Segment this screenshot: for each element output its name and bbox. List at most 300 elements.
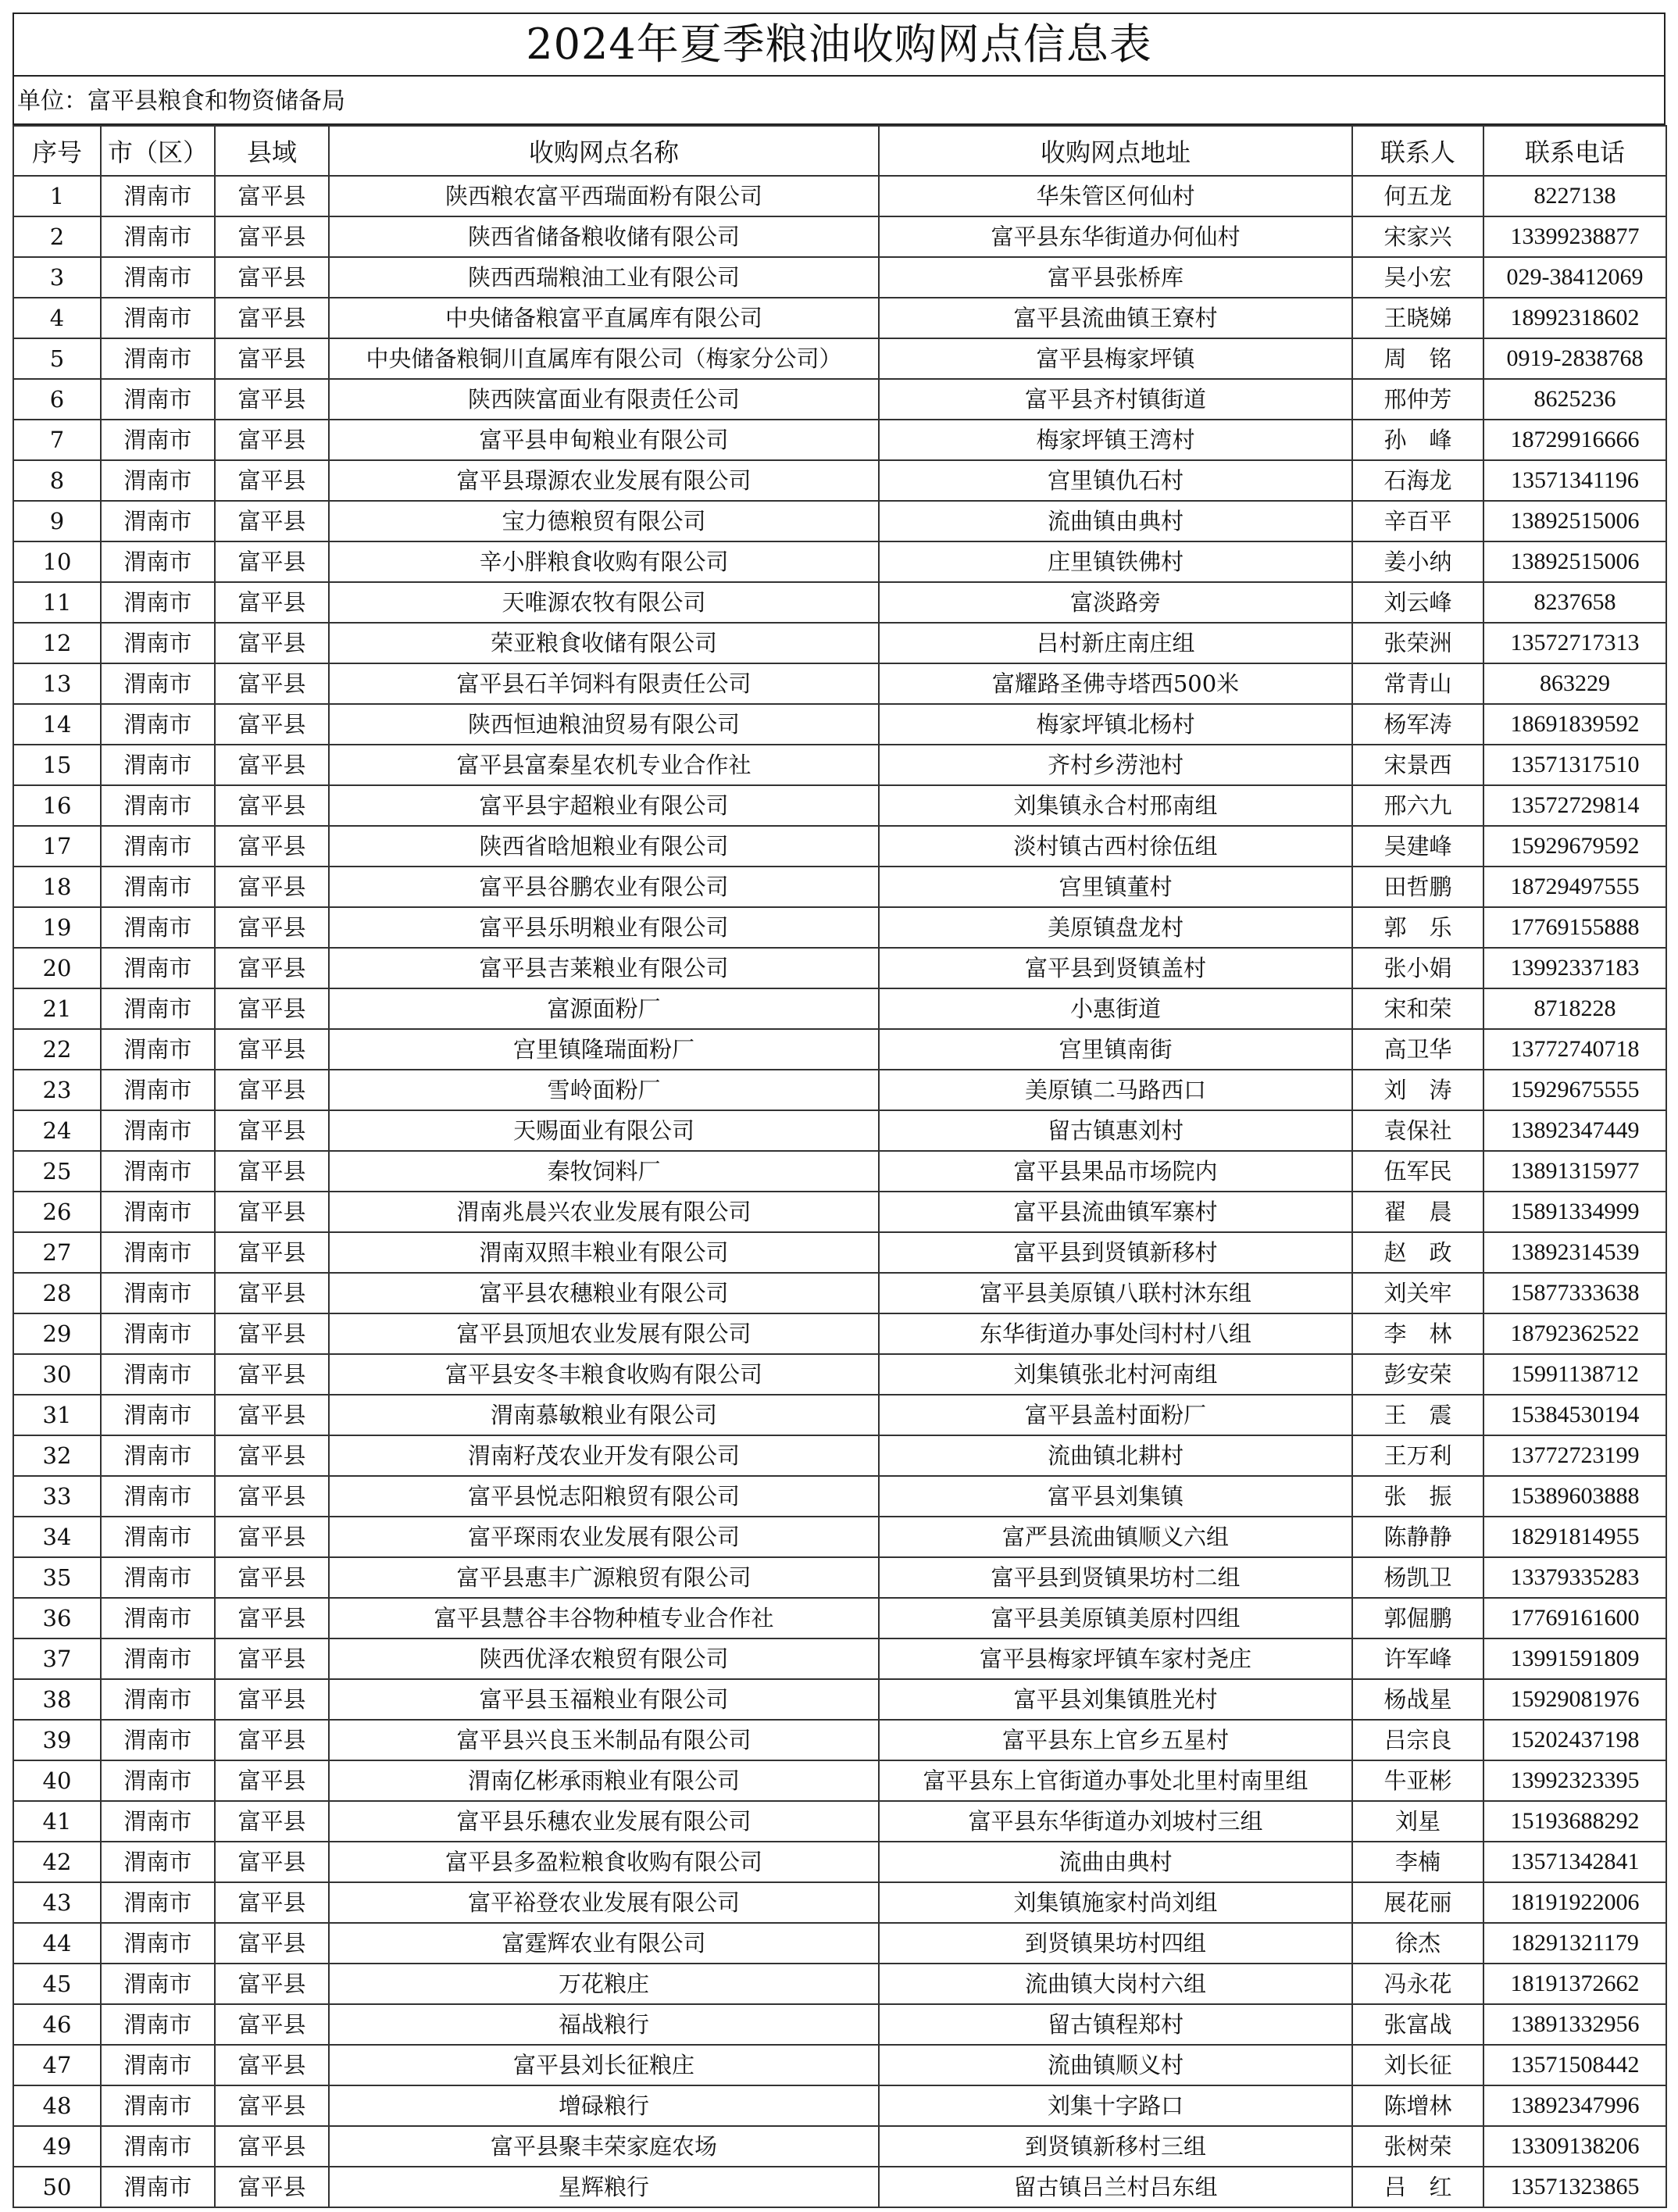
cell-contact: 宋家兴 [1352, 216, 1483, 257]
cell-contact: 杨凯卫 [1352, 1557, 1483, 1598]
cell-county: 富平县 [215, 1964, 329, 2004]
cell-contact: 郭 乐 [1352, 907, 1483, 948]
cell-city: 渭南市 [101, 1801, 215, 1842]
cell-point-name: 宫里镇隆瑞面粉厂 [329, 1029, 879, 1070]
cell-county: 富平县 [215, 1435, 329, 1476]
cell-city: 渭南市 [101, 907, 215, 948]
cell-city: 渭南市 [101, 948, 215, 988]
cell-city: 渭南市 [101, 257, 215, 298]
cell-point-name: 陕西西瑞粮油工业有限公司 [329, 257, 879, 298]
cell-county: 富平县 [215, 1395, 329, 1435]
cell-point-address: 富平县齐村镇街道 [879, 379, 1352, 420]
table-row [13, 623, 1666, 663]
header-phone: 联系电话 [1483, 126, 1666, 176]
cell-city: 渭南市 [101, 2045, 215, 2085]
cell-city: 渭南市 [101, 1232, 215, 1273]
cell-index: 33 [13, 1476, 101, 1517]
cell-contact: 吕 红 [1352, 2167, 1483, 2207]
cell-index: 46 [13, 2004, 101, 2045]
cell-phone: 17769155888 [1483, 907, 1666, 948]
table-row [13, 2167, 1666, 2207]
cell-phone: 18992318602 [1483, 298, 1666, 338]
unit-label: 单位：富平县粮食和物资储备局 [12, 75, 1666, 125]
cell-county: 富平县 [215, 867, 329, 907]
cell-contact: 牛亚彬 [1352, 1760, 1483, 1801]
cell-phone: 863229 [1483, 663, 1666, 704]
cell-point-name: 富平县兴良玉米制品有限公司 [329, 1720, 879, 1760]
cell-city: 渭南市 [101, 420, 215, 460]
cell-contact: 王晓娣 [1352, 298, 1483, 338]
cell-city: 渭南市 [101, 1638, 215, 1679]
cell-index: 45 [13, 1964, 101, 2004]
cell-city: 渭南市 [101, 176, 215, 216]
cell-point-address: 刘集镇张北村河南组 [879, 1354, 1352, 1395]
cell-index: 23 [13, 1070, 101, 1110]
table-row [13, 1273, 1666, 1313]
cell-city: 渭南市 [101, 379, 215, 420]
cell-contact: 陈静静 [1352, 1517, 1483, 1557]
cell-city: 渭南市 [101, 1923, 215, 1964]
cell-index: 47 [13, 2045, 101, 2085]
cell-point-address: 留古镇惠刘村 [879, 1110, 1352, 1151]
cell-city: 渭南市 [101, 1720, 215, 1760]
cell-index: 20 [13, 948, 101, 988]
cell-point-address: 梅家坪镇王湾村 [879, 420, 1352, 460]
cell-contact: 张 振 [1352, 1476, 1483, 1517]
table-row [13, 460, 1666, 501]
cell-index: 10 [13, 541, 101, 582]
table-row [13, 1679, 1666, 1720]
header-index: 序号 [13, 126, 101, 176]
cell-contact: 王 震 [1352, 1395, 1483, 1435]
cell-county: 富平县 [215, 948, 329, 988]
cell-county: 富平县 [215, 176, 329, 216]
cell-city: 渭南市 [101, 1192, 215, 1232]
cell-county: 富平县 [215, 1232, 329, 1273]
cell-point-name: 辛小胖粮食收购有限公司 [329, 541, 879, 582]
cell-county: 富平县 [215, 1476, 329, 1517]
cell-point-address: 富平县到贤镇新移村 [879, 1232, 1352, 1273]
cell-point-address: 齐村乡涝池村 [879, 745, 1352, 785]
table-row [13, 867, 1666, 907]
cell-contact: 许军峰 [1352, 1638, 1483, 1679]
cell-county: 富平县 [215, 1354, 329, 1395]
table-row [13, 1964, 1666, 2004]
cell-city: 渭南市 [101, 2004, 215, 2045]
cell-phone: 13891315977 [1483, 1151, 1666, 1192]
cell-point-name: 富平县璟源农业发展有限公司 [329, 460, 879, 501]
cell-phone: 13399238877 [1483, 216, 1666, 257]
cell-index: 12 [13, 623, 101, 663]
cell-contact: 王万利 [1352, 1435, 1483, 1476]
table-row [13, 1354, 1666, 1395]
cell-point-address: 美原镇二马路西口 [879, 1070, 1352, 1110]
cell-index: 32 [13, 1435, 101, 1476]
cell-contact: 展花丽 [1352, 1882, 1483, 1923]
cell-phone: 15193688292 [1483, 1801, 1666, 1842]
cell-phone: 13892347449 [1483, 1110, 1666, 1151]
table-row [13, 1760, 1666, 1801]
cell-point-address: 富平县流曲镇王寮村 [879, 298, 1352, 338]
cell-point-name: 天赐面业有限公司 [329, 1110, 879, 1151]
cell-point-address: 宫里镇仇石村 [879, 460, 1352, 501]
table-row [13, 1517, 1666, 1557]
cell-city: 渭南市 [101, 623, 215, 663]
cell-city: 渭南市 [101, 988, 215, 1029]
cell-point-name: 中央储备粮富平直属库有限公司 [329, 298, 879, 338]
cell-point-address: 富平县东华街道办何仙村 [879, 216, 1352, 257]
cell-city: 渭南市 [101, 1110, 215, 1151]
cell-point-address: 留古镇程郑村 [879, 2004, 1352, 2045]
cell-county: 富平县 [215, 1070, 329, 1110]
cell-point-name: 福战粮行 [329, 2004, 879, 2045]
cell-contact: 赵 政 [1352, 1232, 1483, 1273]
cell-point-name: 富平琛雨农业发展有限公司 [329, 1517, 879, 1557]
cell-county: 富平县 [215, 257, 329, 298]
cell-phone: 18729497555 [1483, 867, 1666, 907]
cell-phone: 8237658 [1483, 582, 1666, 623]
cell-phone: 13572729814 [1483, 785, 1666, 826]
cell-index: 36 [13, 1598, 101, 1638]
cell-index: 39 [13, 1720, 101, 1760]
cell-phone: 15384530194 [1483, 1395, 1666, 1435]
purchase-points-table [12, 125, 1667, 2208]
header-row [13, 126, 1666, 176]
cell-index: 25 [13, 1151, 101, 1192]
cell-city: 渭南市 [101, 745, 215, 785]
cell-phone: 15991138712 [1483, 1354, 1666, 1395]
cell-contact: 袁保社 [1352, 1110, 1483, 1151]
cell-point-address: 富平县梅家坪镇车家村尧庄 [879, 1638, 1352, 1679]
cell-county: 富平县 [215, 1760, 329, 1801]
cell-county: 富平县 [215, 420, 329, 460]
cell-point-address: 富平县流曲镇军寨村 [879, 1192, 1352, 1232]
cell-point-address: 富平县美原镇八联村沐东组 [879, 1273, 1352, 1313]
cell-city: 渭南市 [101, 2085, 215, 2126]
cell-index: 1 [13, 176, 101, 216]
cell-county: 富平县 [215, 785, 329, 826]
cell-point-name: 富平县富秦星农机专业合作社 [329, 745, 879, 785]
cell-phone: 18729916666 [1483, 420, 1666, 460]
cell-contact: 吴建峰 [1352, 826, 1483, 867]
cell-index: 4 [13, 298, 101, 338]
cell-point-address: 富平县梅家坪镇 [879, 338, 1352, 379]
cell-phone: 17769161600 [1483, 1598, 1666, 1638]
cell-contact: 常青山 [1352, 663, 1483, 704]
cell-index: 44 [13, 1923, 101, 1964]
cell-point-address: 流曲镇北耕村 [879, 1435, 1352, 1476]
cell-point-address: 富平县美原镇美原村四组 [879, 1598, 1352, 1638]
cell-county: 富平县 [215, 745, 329, 785]
cell-point-address: 富平县刘集镇 [879, 1476, 1352, 1517]
cell-contact: 高卫华 [1352, 1029, 1483, 1070]
header-point-name: 收购网点名称 [329, 126, 879, 176]
cell-city: 渭南市 [101, 582, 215, 623]
cell-county: 富平县 [215, 2085, 329, 2126]
cell-phone: 18792362522 [1483, 1313, 1666, 1354]
cell-index: 37 [13, 1638, 101, 1679]
cell-point-address: 富平县东上官乡五星村 [879, 1720, 1352, 1760]
cell-county: 富平县 [215, 1029, 329, 1070]
cell-phone: 8625236 [1483, 379, 1666, 420]
cell-county: 富平县 [215, 216, 329, 257]
cell-phone: 13772723199 [1483, 1435, 1666, 1476]
table-row [13, 1638, 1666, 1679]
cell-point-address: 梅家坪镇北杨村 [879, 704, 1352, 745]
cell-phone: 13572717313 [1483, 623, 1666, 663]
table-row [13, 785, 1666, 826]
cell-phone: 18191922006 [1483, 1882, 1666, 1923]
cell-phone: 15891334999 [1483, 1192, 1666, 1232]
cell-point-address: 留古镇吕兰村吕东组 [879, 2167, 1352, 2207]
table-row [13, 2004, 1666, 2045]
cell-county: 富平县 [215, 623, 329, 663]
cell-contact: 吴小宏 [1352, 257, 1483, 298]
cell-index: 6 [13, 379, 101, 420]
cell-index: 3 [13, 257, 101, 298]
cell-phone: 15202437198 [1483, 1720, 1666, 1760]
cell-city: 渭南市 [101, 1029, 215, 1070]
cell-phone: 029-38412069 [1483, 257, 1666, 298]
cell-point-address: 富平县东华街道办刘坡村三组 [879, 1801, 1352, 1842]
table-row [13, 1476, 1666, 1517]
cell-contact: 徐杰 [1352, 1923, 1483, 1964]
cell-city: 渭南市 [101, 1395, 215, 1435]
cell-index: 18 [13, 867, 101, 907]
cell-point-name: 富平县聚丰荣家庭农场 [329, 2126, 879, 2167]
cell-contact: 辛百平 [1352, 501, 1483, 541]
cell-point-address: 富平县盖村面粉厂 [879, 1395, 1352, 1435]
cell-phone: 13991591809 [1483, 1638, 1666, 1679]
table-row [13, 420, 1666, 460]
cell-phone: 13892314539 [1483, 1232, 1666, 1273]
cell-county: 富平县 [215, 1638, 329, 1679]
cell-county: 富平县 [215, 298, 329, 338]
cell-point-name: 富霆辉农业有限公司 [329, 1923, 879, 1964]
cell-point-name: 富平县乐明粮业有限公司 [329, 907, 879, 948]
cell-contact: 邢仲芳 [1352, 379, 1483, 420]
cell-city: 渭南市 [101, 460, 215, 501]
cell-point-address: 富平县刘集镇胜光村 [879, 1679, 1352, 1720]
cell-contact: 刘关牢 [1352, 1273, 1483, 1313]
cell-index: 13 [13, 663, 101, 704]
cell-point-address: 流曲镇顺义村 [879, 2045, 1352, 2085]
cell-county: 富平县 [215, 2167, 329, 2207]
cell-county: 富平县 [215, 1720, 329, 1760]
cell-county: 富平县 [215, 2004, 329, 2045]
cell-phone: 13571317510 [1483, 745, 1666, 785]
cell-county: 富平县 [215, 1273, 329, 1313]
cell-point-address: 到贤镇新移村三组 [879, 2126, 1352, 2167]
cell-phone: 8718228 [1483, 988, 1666, 1029]
cell-phone: 13892515006 [1483, 541, 1666, 582]
table-row [13, 1842, 1666, 1882]
cell-point-name: 天唯源农牧有限公司 [329, 582, 879, 623]
cell-county: 富平县 [215, 1557, 329, 1598]
cell-city: 渭南市 [101, 1476, 215, 1517]
cell-index: 16 [13, 785, 101, 826]
cell-point-name: 富平县乐穗农业发展有限公司 [329, 1801, 879, 1842]
cell-index: 2 [13, 216, 101, 257]
cell-phone: 13379335283 [1483, 1557, 1666, 1598]
table-row [13, 176, 1666, 216]
cell-county: 富平县 [215, 907, 329, 948]
table-row [13, 745, 1666, 785]
table-row [13, 216, 1666, 257]
cell-phone: 13891332956 [1483, 2004, 1666, 2045]
cell-county: 富平县 [215, 1598, 329, 1638]
cell-index: 26 [13, 1192, 101, 1232]
cell-city: 渭南市 [101, 1313, 215, 1354]
cell-county: 富平县 [215, 1842, 329, 1882]
cell-point-name: 富平县刘长征粮庄 [329, 2045, 879, 2085]
cell-point-name: 渭南籽茂农业开发有限公司 [329, 1435, 879, 1476]
cell-point-address: 富平县到贤镇果坊村二组 [879, 1557, 1352, 1598]
cell-county: 富平县 [215, 1882, 329, 1923]
cell-point-name: 宝力德粮贸有限公司 [329, 501, 879, 541]
table-row [13, 2085, 1666, 2126]
cell-city: 渭南市 [101, 826, 215, 867]
cell-point-name: 富平县宇超粮业有限公司 [329, 785, 879, 826]
cell-index: 15 [13, 745, 101, 785]
cell-phone: 18291814955 [1483, 1517, 1666, 1557]
cell-index: 30 [13, 1354, 101, 1395]
cell-point-address: 流曲镇大岗村六组 [879, 1964, 1352, 2004]
table-row [13, 1029, 1666, 1070]
table-row [13, 704, 1666, 745]
cell-phone: 0919-2838768 [1483, 338, 1666, 379]
cell-contact: 李 林 [1352, 1313, 1483, 1354]
table-row [13, 2045, 1666, 2085]
cell-point-name: 渭南兆晨兴农业发展有限公司 [329, 1192, 879, 1232]
cell-point-name: 富平县申甸粮业有限公司 [329, 420, 879, 460]
cell-contact: 刘星 [1352, 1801, 1483, 1842]
table-row [13, 1192, 1666, 1232]
cell-contact: 吕宗良 [1352, 1720, 1483, 1760]
cell-point-name: 星辉粮行 [329, 2167, 879, 2207]
cell-contact: 周 铭 [1352, 338, 1483, 379]
cell-city: 渭南市 [101, 1517, 215, 1557]
cell-point-name: 富平县安冬丰粮食收购有限公司 [329, 1354, 879, 1395]
cell-city: 渭南市 [101, 541, 215, 582]
cell-phone: 13892515006 [1483, 501, 1666, 541]
cell-city: 渭南市 [101, 1273, 215, 1313]
cell-point-address: 富平县张桥库 [879, 257, 1352, 298]
cell-contact: 张荣洲 [1352, 623, 1483, 663]
cell-index: 7 [13, 420, 101, 460]
cell-index: 22 [13, 1029, 101, 1070]
cell-phone: 13992337183 [1483, 948, 1666, 988]
table-row [13, 298, 1666, 338]
cell-point-address: 流曲镇由典村 [879, 501, 1352, 541]
table-row [13, 663, 1666, 704]
cell-point-address: 小惠街道 [879, 988, 1352, 1029]
cell-contact: 刘 涛 [1352, 1070, 1483, 1110]
cell-point-name: 秦牧饲料厂 [329, 1151, 879, 1192]
cell-point-address: 淡村镇古西村徐伍组 [879, 826, 1352, 867]
cell-county: 富平县 [215, 663, 329, 704]
cell-contact: 郭倔鹏 [1352, 1598, 1483, 1638]
header-contact: 联系人 [1352, 126, 1483, 176]
cell-point-address: 吕村新庄南庄组 [879, 623, 1352, 663]
cell-point-name: 富平县惠丰广源粮贸有限公司 [329, 1557, 879, 1598]
table-row [13, 1232, 1666, 1273]
cell-index: 17 [13, 826, 101, 867]
cell-index: 5 [13, 338, 101, 379]
cell-phone: 15929081976 [1483, 1679, 1666, 1720]
cell-contact: 伍军民 [1352, 1151, 1483, 1192]
cell-contact: 张小娟 [1352, 948, 1483, 988]
cell-point-name: 陕西省晗旭粮业有限公司 [329, 826, 879, 867]
cell-point-name: 富平县农穗粮业有限公司 [329, 1273, 879, 1313]
cell-city: 渭南市 [101, 1151, 215, 1192]
cell-county: 富平县 [215, 582, 329, 623]
cell-point-name: 富平裕登农业发展有限公司 [329, 1882, 879, 1923]
cell-county: 富平县 [215, 460, 329, 501]
cell-city: 渭南市 [101, 2167, 215, 2207]
cell-city: 渭南市 [101, 1964, 215, 2004]
cell-contact: 彭安荣 [1352, 1354, 1483, 1395]
table-row [13, 379, 1666, 420]
cell-point-address: 到贤镇果坊村四组 [879, 1923, 1352, 1964]
table-row [13, 1598, 1666, 1638]
cell-phone: 8227138 [1483, 176, 1666, 216]
cell-phone: 13892347996 [1483, 2085, 1666, 2126]
cell-city: 渭南市 [101, 1435, 215, 1476]
cell-contact: 陈增林 [1352, 2085, 1483, 2126]
cell-phone: 15929679592 [1483, 826, 1666, 867]
cell-phone: 13571341196 [1483, 460, 1666, 501]
cell-point-address: 美原镇盘龙村 [879, 907, 1352, 948]
cell-city: 渭南市 [101, 1070, 215, 1110]
cell-city: 渭南市 [101, 663, 215, 704]
cell-county: 富平县 [215, 1313, 329, 1354]
cell-point-address: 富淡路旁 [879, 582, 1352, 623]
cell-point-address: 刘集十字路口 [879, 2085, 1352, 2126]
cell-contact: 刘长征 [1352, 2045, 1483, 2085]
cell-county: 富平县 [215, 1923, 329, 1964]
cell-phone: 13571342841 [1483, 1842, 1666, 1882]
cell-index: 35 [13, 1557, 101, 1598]
header-county: 县域 [215, 126, 329, 176]
cell-city: 渭南市 [101, 1679, 215, 1720]
cell-city: 渭南市 [101, 216, 215, 257]
table-row [13, 541, 1666, 582]
cell-point-name: 中央储备粮铜川直属库有限公司（梅家分公司） [329, 338, 879, 379]
cell-county: 富平县 [215, 1679, 329, 1720]
cell-contact: 宋景西 [1352, 745, 1483, 785]
cell-county: 富平县 [215, 379, 329, 420]
cell-point-address: 宫里镇南街 [879, 1029, 1352, 1070]
cell-point-address: 宫里镇董村 [879, 867, 1352, 907]
cell-contact: 李楠 [1352, 1842, 1483, 1882]
cell-phone: 18291321179 [1483, 1923, 1666, 1964]
table-row [13, 501, 1666, 541]
table-row [13, 1882, 1666, 1923]
cell-point-name: 陕西优泽农粮贸有限公司 [329, 1638, 879, 1679]
cell-contact: 石海龙 [1352, 460, 1483, 501]
cell-index: 29 [13, 1313, 101, 1354]
table-row [13, 988, 1666, 1029]
cell-city: 渭南市 [101, 1882, 215, 1923]
cell-point-name: 渭南双照丰粮业有限公司 [329, 1232, 879, 1273]
cell-contact: 姜小纳 [1352, 541, 1483, 582]
cell-city: 渭南市 [101, 1760, 215, 1801]
table-row [13, 2126, 1666, 2167]
cell-county: 富平县 [215, 988, 329, 1029]
cell-point-name: 陕西粮农富平西瑞面粉有限公司 [329, 176, 879, 216]
table-row [13, 1801, 1666, 1842]
